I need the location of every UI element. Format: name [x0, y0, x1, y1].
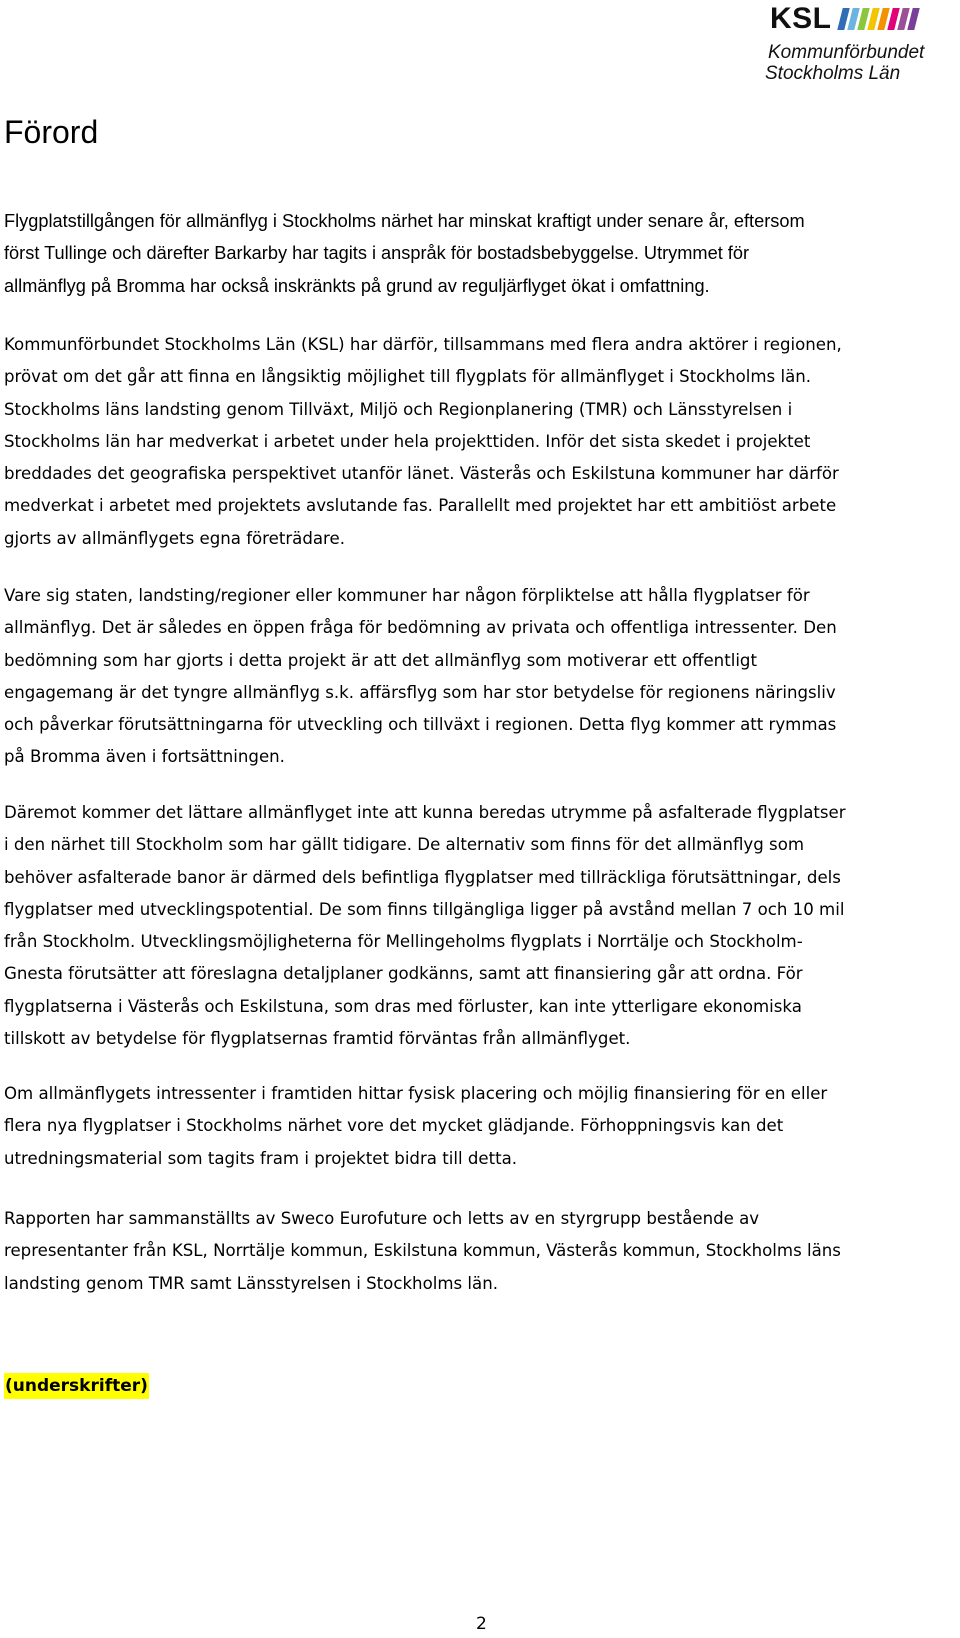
paragraph-line: representanter från KSL, Norrtälje kommun, Eskilstuna kommun, Västerås kommun, Stockholms läns [4, 1241, 841, 1261]
paragraph-line: flygplatser med utvecklingspotential. De som finns tillgängliga ligger på avstånd mellan 7 och 10 mil [4, 899, 845, 919]
ksl-logo [765, 2, 960, 90]
paragraph-4 [4, 797, 956, 1055]
paragraph-line: prövat om det går att finna en långsiktig möjlighet till flygplats för allmänflyget i Stockholms län. [4, 367, 812, 387]
paragraph-line: flera nya flygplatser i Stockholms närhet vore det mycket glädjande. Förhoppningsvis kan det [4, 1116, 784, 1136]
signatures-placeholder: (underskrifter) [4, 1373, 149, 1399]
paragraph-line: Vare sig staten, landsting/regioner eller kommuner har någon förpliktelse att hålla flygplatser för [4, 586, 810, 605]
paragraph-line: engagemang är det tyngre allmänflyg s.k. affärsflyg som har stor betydelse för regionens näringsliv [4, 682, 836, 702]
paragraph-line: tillskott av betydelse för flygplatsernas framtid förväntas från allmänflyget. [4, 1029, 631, 1049]
paragraph-line: landsting genom TMR samt Länsstyrelsen i Stockholms län. [4, 1273, 498, 1293]
logo-line-2: Stockholms Län [765, 63, 901, 84]
logo-top-row [770, 4, 960, 34]
paragraph-line: breddades det geografiska perspektivet utanför länet. Västerås och Eskilstuna kommuner har därför [4, 464, 839, 484]
page-number: 2 [476, 1614, 487, 1634]
paragraph-line: allmänflyg. Det är således en öppen fråga för bedömning av privata och offentliga intressenter. Den [4, 618, 837, 638]
logo-line-1: Kommunförbundet [768, 42, 925, 63]
paragraph-2 [4, 329, 956, 555]
paragraph-line: Flygplatstillgången för allmänflyg i Stockholms närhet har minskat kraftigt under senare år, eftersom [4, 211, 805, 231]
logo-color-bars [840, 6, 920, 32]
paragraph-1 [4, 205, 956, 302]
paragraph-line: Kommunförbundet Stockholms Län (KSL) har därför, tillsammans med flera andra aktörer i regionen, [4, 335, 842, 354]
page-title: Förord [4, 114, 99, 150]
paragraph-line: Gnesta förutsätter att föreslagna detaljplaner godkänns, samt att finansiering går att ordna. För [4, 964, 803, 984]
paragraph-6 [4, 1203, 956, 1300]
paragraph-line: medverkat i arbetet med projektets avslutande fas. Parallellt med projektet har ett ambitiöst arbete [4, 496, 837, 516]
paragraph-line: Stockholms läns landsting genom Tillväxt, Miljö och Regionplanering (TMR) och Länsstyrelsen i [4, 399, 793, 419]
logo-wordmark: KSL [770, 2, 832, 35]
paragraph-line: allmänflyg på Bromma har också inskränkts på grund av reguljärflyget ökat i omfattning. [4, 275, 710, 296]
paragraph-line: från Stockholm. Utvecklingsmöjligheterna för Mellingeholms flygplats i Norrtälje och Stockholm- [4, 932, 803, 952]
paragraph-line: Däremot kommer det lättare allmänflyget inte att kunna beredas utrymme på asfalterade flygplatser [4, 803, 846, 822]
paragraph-line: gjorts av allmänflygets egna företrädare. [4, 528, 345, 548]
paragraph-line: Rapporten har sammanställts av Sweco Eurofuture och letts av en styrgrupp bestående av [4, 1209, 760, 1228]
paragraph-line: bedömning som har gjorts i detta projekt är att det allmänflyg som motiverar ett offentligt [4, 650, 757, 670]
paragraph-line: på Bromma även i fortsättningen. [4, 747, 285, 767]
paragraph-line: Om allmänflygets intressenter i framtiden hittar fysisk placering och möjlig finansiering för en eller [4, 1084, 828, 1103]
paragraph-line: behöver asfalterade banor är därmed dels befintliga flygplatser med tillräckliga förutsättningar, dels [4, 867, 841, 887]
paragraph-line: utredningsmaterial som tagits fram i projektet bidra till detta. [4, 1148, 518, 1168]
paragraph-5 [4, 1078, 956, 1175]
paragraph-line: Stockholms län har medverkat i arbetet under hela projekttiden. Inför det sista skedet i projektet [4, 431, 811, 451]
paragraph-line: flygplatserna i Västerås och Eskilstuna, som dras med förluster, kan inte ytterligare ekonomiska [4, 996, 802, 1016]
paragraph-line: först Tullinge och därefter Barkarby har tagits i anspråk för bostadsbebyggelse. Utrymmet för [4, 243, 750, 264]
paragraph-line: och påverkar förutsättningarna för utveckling och tillväxt i regionen. Detta flyg kommer att rymmas [4, 715, 837, 735]
paragraph-3 [4, 580, 956, 774]
paragraph-line: i den närhet till Stockholm som har gällt tidigare. De alternativ som finns för det allmänflyg som [4, 835, 805, 855]
